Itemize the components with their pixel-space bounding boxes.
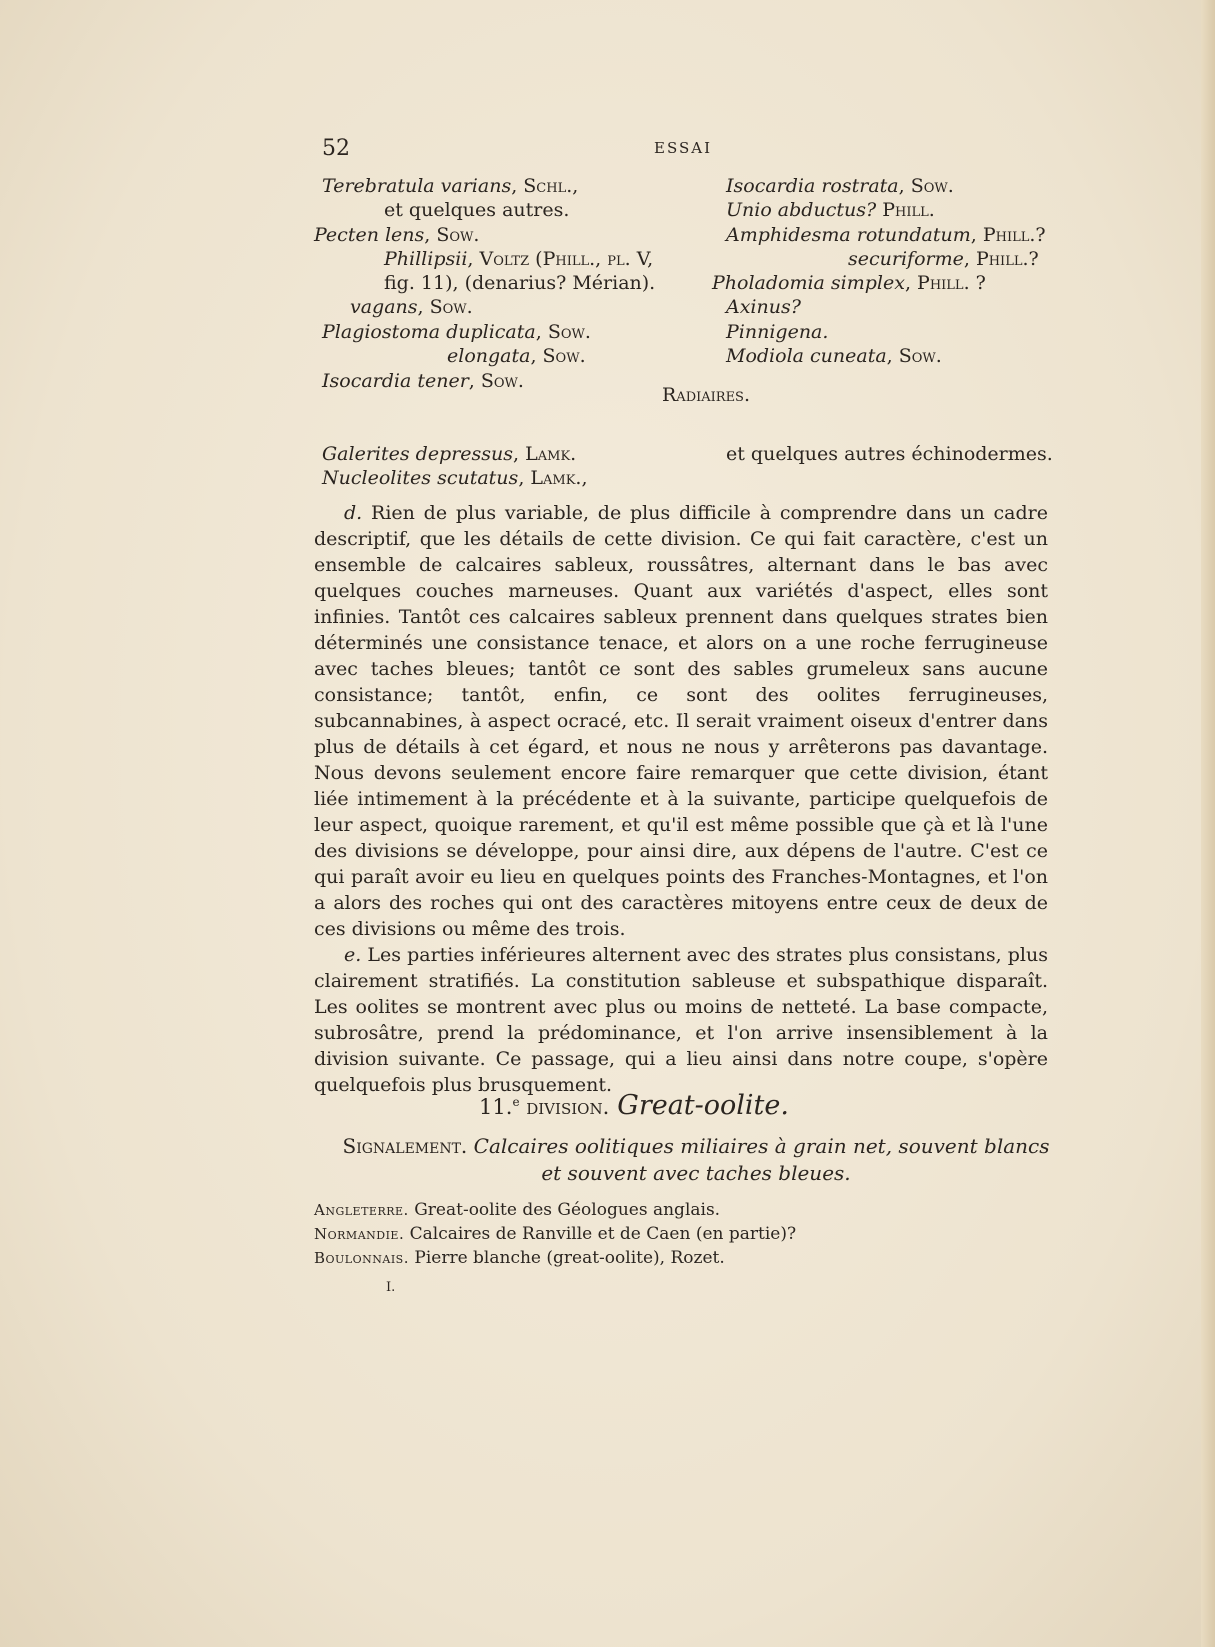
body-text (314, 500, 1048, 1098)
paragraph: e. Les parties inférieures alternent avec des strates plus consistans, plus clairement stratifiés. La constitution sableuse et subspathique disparaît. Les oolites se montrent avec plus ou moins de netteté. La base compacte, subrosâtre, prend la prédominance, et l'on arrive insensiblement à la division suivante. Ce passage, qui a lieu ainsi dans notre coupe, s'opère quelquefois plus brusquement. (314, 944, 1048, 1096)
paragraph: d. Rien de plus variable, de plus difficile à comprendre dans un cadre descriptif, que les détails de cette division. Ce qui fait caractère, c'est un ensemble de calcaires sableux, roussâtres, alternant dans le bas avec quelques couches marneuses. Quant aux variétés d'aspect, elles sont infinies. Tantôt ces calcaires sableux prennent dans quelques strates bien déterminés une consistance tenace, et alors on a une roche ferrugineuse avec taches bleues; tantôt ce sont des sables grumeleux sans aucune consistance; tantôt, enfin, ce sont des oolites ferrugineuses, subcannabines, à aspect ocracé, etc. Il serait vraiment oiseux d'entrer dans plus de détails à cet égard, et nous ne nous y arrêterons pas davantage. Nous devons seulement encore faire remarquer que cette division, étant liée intimement à la précédente et à la suivante, participe quelquefois de leur aspect, quoique rarement, et qu'il est même possible que çà et là l'une des divisions se développe, pour ainsi dire, aux dépens de l'autre. C'est ce qui paraît avoir eu lieu en quelques points des Franches-Montagnes, et l'on a alors des roches qui ont des caractères mitoyens entre ceux de deux de ces divisions ou même des trois. (314, 502, 1048, 940)
page-edge (1201, 0, 1215, 1647)
running-title: ESSAI (654, 139, 712, 157)
locality: Normandie. Calcaires de Ranville et de Caen (en partie)? (314, 1224, 797, 1244)
fossil-entry: et quelques autres. (384, 199, 570, 221)
fossil-entry: Amphidesma rotundatum, Phill.? (726, 224, 1046, 246)
division-title: 11.$^e$ division. Great-oolite. (479, 1090, 789, 1121)
fossil-entry: vagans, Sow. (350, 296, 473, 318)
fossil-entry: Isocardia rostrata, Sow. (726, 175, 954, 197)
fossil-entry: Axinus? (726, 296, 801, 318)
fossil-entry: elongata, Sow. (447, 345, 586, 367)
signalement: Signalement. Calcaires oolitiques miliaires à grain net, souvent blancs et souvent avec taches bleues. (342, 1134, 1050, 1185)
locality: Angleterre. Great-oolite des Géologues anglais. (314, 1200, 721, 1220)
fossil-entry: Pinnigena. (726, 321, 829, 343)
fossil-entry: Pholadomia simplex, Phill. ? (712, 272, 986, 294)
fossil-entry: Phillipsii, Voltz (Phill., pl. V, (384, 248, 654, 270)
fossil-entry: Pecten lens, Sow. (314, 224, 480, 246)
page-number: 52 (322, 136, 350, 161)
fossil-entry: Nucleolites scutatus, Lamk., (322, 467, 588, 489)
fossil-entry: Plagiostoma duplicata, Sow. (322, 321, 591, 343)
fossil-entry: securiforme, Phill.? (848, 248, 1039, 270)
fossil-entry: Isocardia tener, Sow. (322, 370, 524, 392)
fossil-note: et quelques autres échinodermes. (726, 443, 1053, 465)
fossil-entry: fig. 11), (denarius? Mérian). (384, 272, 656, 294)
section-heading: Radiaires. (662, 384, 750, 406)
fossil-entry: Modiola cuneata, Sow. (726, 345, 942, 367)
fossil-entry: Unio abductus? Phill. (726, 199, 935, 221)
fossil-entry: Galerites depressus, Lamk. (322, 443, 577, 465)
locality: Boulonnais. Pierre blanche (great-oolite), Rozet. (314, 1248, 725, 1268)
fossil-entry: Terebratula varians, Schl., (322, 175, 579, 197)
signature-mark: I. (386, 1280, 396, 1295)
